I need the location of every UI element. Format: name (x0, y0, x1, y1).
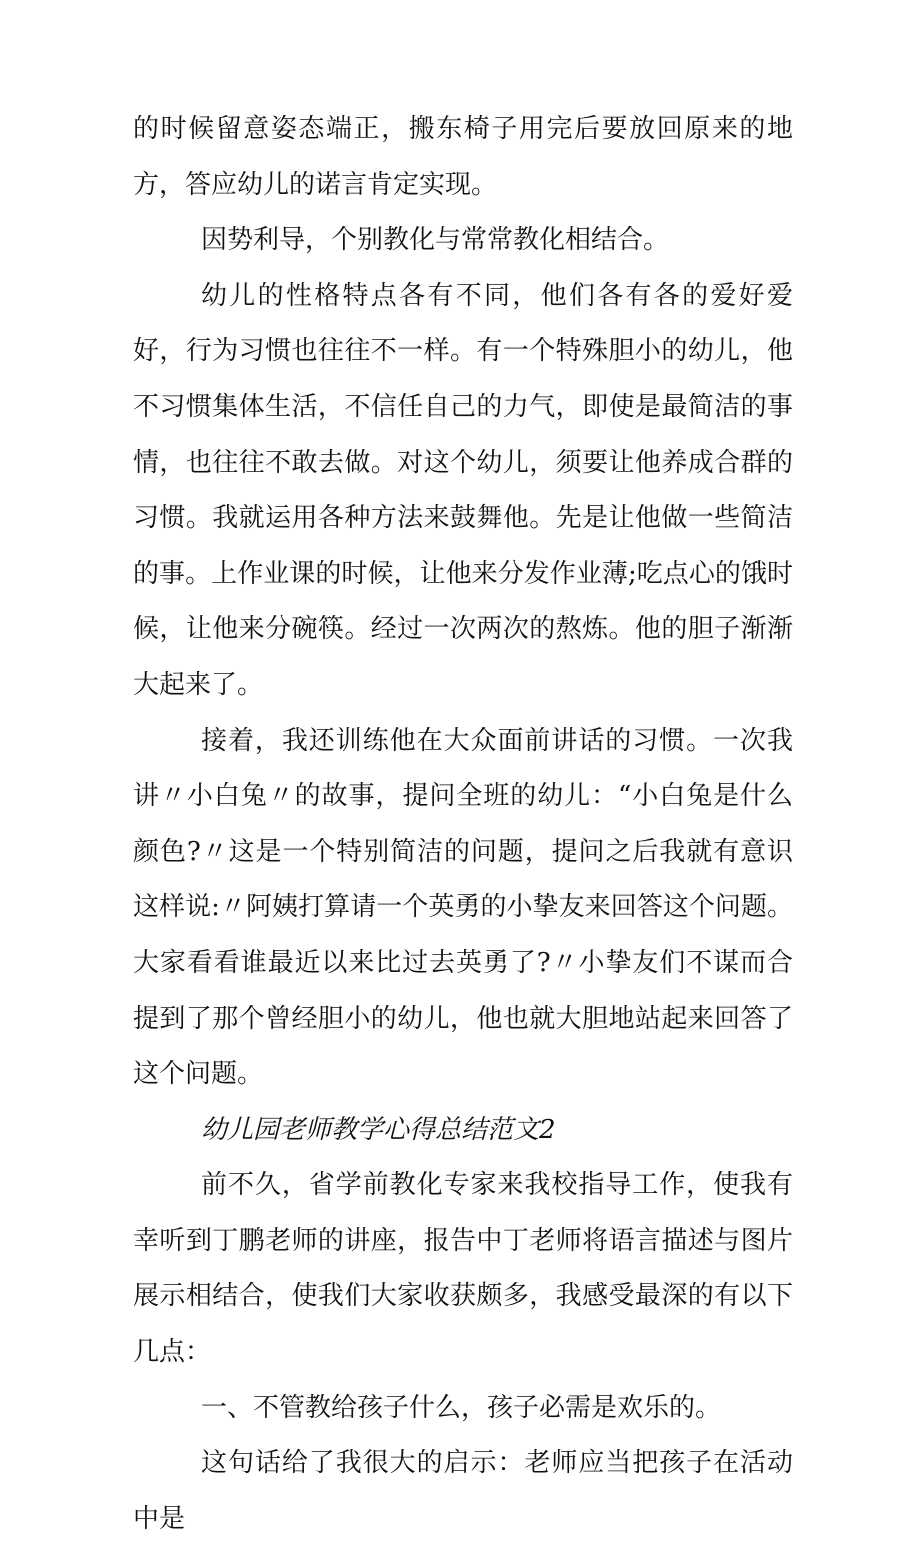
paragraph: 前不久，省学前教化专家来我校指导工作，使我有幸听到丁鹏老师的讲座，报告中丁老师将语言描述与图片展示相结合，使我们大家收获颇多，我感受最深的有以下几点： (133, 1170, 793, 1368)
section-heading: 幼儿园老师教学心得总结范文2 (201, 1114, 556, 1145)
document-body (133, 102, 793, 1547)
paragraph: 一、不管教给孩子什么，孩子必需是欢乐的。 (201, 1392, 722, 1423)
paragraph: 幼儿的性格特点各有不同，他们各有各的爱好爱好，行为习惯也往往不一样。有一个特殊胆小的幼儿，他不习惯集体生活，不信任自己的力气，即使是最简洁的事情，也往往不敢去做。对这个幼儿，须要让他养成合群的习惯。我就运用各种方法来鼓舞他。先是让他做一些简洁的事。上作业课的时候，让他来分发作业薄;吃点心的饿时候，让他来分碗筷。经过一次两次的熬炼。他的胆子渐渐大起来了。 (133, 280, 793, 700)
paragraph: 因势利导，个别教化与常常教化相结合。 (201, 225, 670, 256)
paragraph: 的时候留意姿态端正，搬东椅子用完后要放回原来的地方，答应幼儿的诺言肯定实现。 (133, 114, 793, 200)
paragraph: 接着，我还训练他在大众面前讲话的习惯。一次我讲〃小白兔〃的故事，提问全班的幼儿：“小白兔是什么颜色?〃这是一个特别简洁的问题，提问之后我就有意识这样说:〃阿姨打算请一个英勇的小挚友来回答这个问题。大家看看谁最近以来比过去英勇了?〃小挚友们不谋而合提到了那个曾经胆小的幼儿，他也就大胆地站起来回答了这个问题。 (133, 725, 793, 1090)
paragraph: 这句话给了我很大的启示：老师应当把孩子在活动中是 (133, 1448, 793, 1534)
